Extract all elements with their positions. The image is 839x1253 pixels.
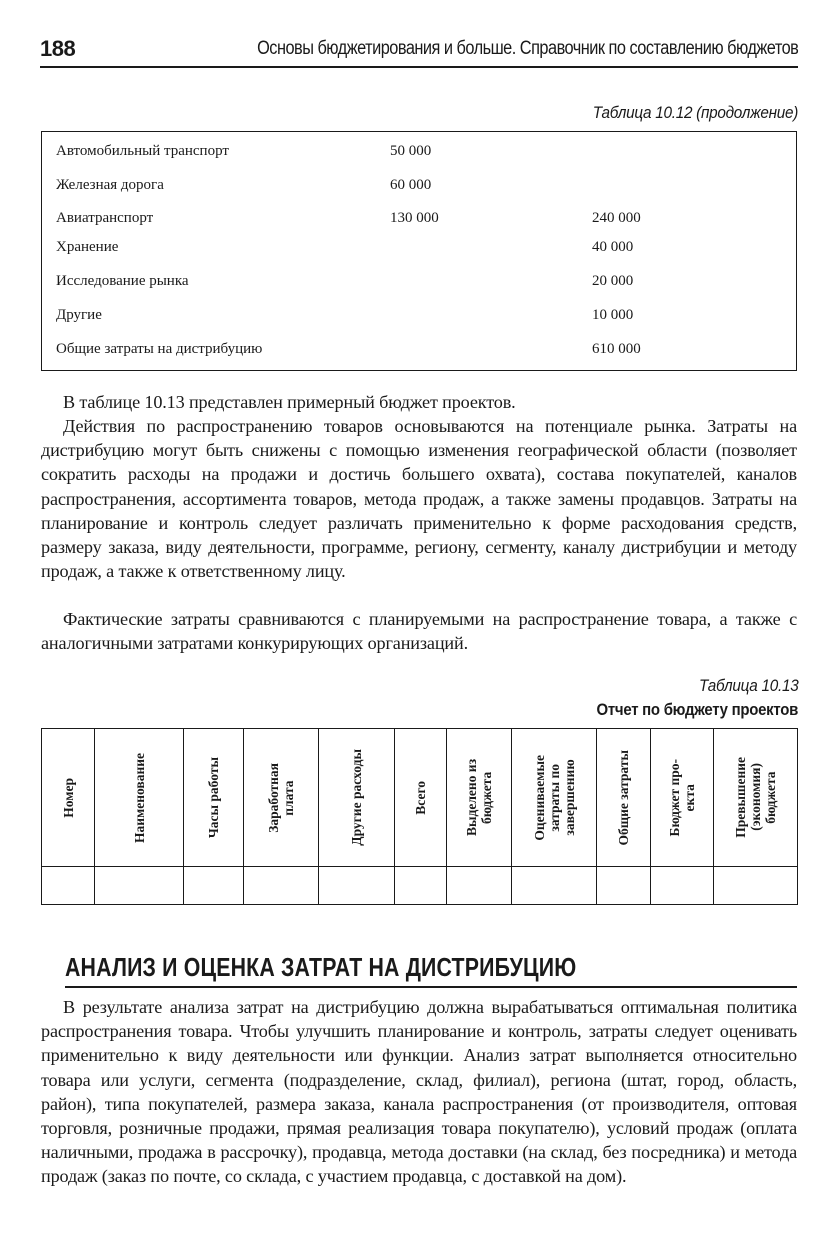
paragraph: В таблице 10.13 представлен примерный бюджет проектов.	[63, 392, 516, 412]
row-value: 50 000	[390, 143, 432, 159]
row-total: 240 000	[592, 210, 641, 226]
page-header	[40, 36, 798, 68]
column-header: Общие затраты	[597, 729, 651, 867]
page-number: 188	[40, 36, 76, 61]
column-header: Другие расходы	[319, 729, 395, 867]
paragraph: В результате анализа затрат на дистрибуцию должна вырабатываться оптимальная политика распространения товара. Чтобы улучшить планирование и контроль, затраты следует оценивать применительно к виду деятельности или функции. Анализ затрат выполняется относительно товара или услуги, сегмента (подразделение, склад, филиал), региона (штат, город, область, район), типа покупателей, размера заказа, канала распространения (от производителя, оптовая торговля, розничные продажи, прямая реализация товара покупателю), условий продаж (оплата наличными, продажа в рассрочку), продавца, метода доставки (на склад, без посредника) и метода продаж (заказ по почте, со склада, с участием продавца, с доставкой на дом).	[41, 997, 797, 1187]
table-cell	[244, 867, 319, 905]
column-header: Наименование	[95, 729, 184, 867]
distribution-cost-table	[41, 131, 797, 371]
row-label: Авиатранспорт	[56, 210, 154, 226]
section-heading-text: АНАЛИЗ И ОЦЕНКА ЗАТРАТ НА ДИСТРИБУЦИЮ	[65, 952, 577, 982]
row-label: Общие затраты на дистрибуцию	[56, 341, 263, 357]
table-cell	[319, 867, 395, 905]
column-header: Номер	[42, 729, 95, 867]
row-total: 610 000	[592, 341, 641, 357]
table-cell	[512, 867, 597, 905]
paragraph: Действия по распространению товаров основываются на потенциале рынка. Затраты на дистрибуцию могут быть снижены с помощью изменения географической области (позволяет сократить расходы на продажи и достичь большего охвата), состава покупателей, каналов распространения, ассортимента товаров, метода продаж, а также замены продавцов. Затраты на планирование и контроль следует различать применительно к форме расходования средств, размеру заказа, виду деятельности, программе, региону, сегменту, каналу дистрибуции и методу продаж, а также к ответственному лицу.	[41, 416, 797, 582]
row-total: 10 000	[592, 307, 634, 323]
table-cell	[395, 867, 447, 905]
table-cell	[447, 867, 512, 905]
table-10-13-title: Отчет по бюджету проектов	[596, 700, 798, 719]
row-label: Хранение	[56, 239, 119, 255]
column-header: Бюджет про- екта	[651, 729, 714, 867]
row-total: 40 000	[592, 239, 634, 255]
column-header: Заработная плата	[244, 729, 319, 867]
table-cell	[597, 867, 651, 905]
project-budget-table	[41, 728, 798, 905]
table-10-12-caption: Таблица 10.12 (продолжение)	[592, 103, 798, 122]
table-cell	[42, 867, 95, 905]
column-header: Часы работы	[184, 729, 244, 867]
column-header: Выделено из бюджета	[447, 729, 512, 867]
column-header: Превышение (экономия) бюджета	[714, 729, 798, 867]
table-cell	[95, 867, 184, 905]
row-label: Железная дорога	[56, 177, 164, 193]
row-label: Другие	[56, 307, 102, 323]
table-row	[42, 867, 798, 905]
table-header-row	[42, 729, 798, 867]
paragraph: Фактические затраты сравниваются с планируемыми на распространение товара, а также с аналогичными затратами конкурирующих организаций.	[41, 609, 797, 654]
row-value: 130 000	[390, 210, 439, 226]
table-10-13-caption: Таблица 10.13	[698, 676, 798, 695]
column-header: Оцениваемые затраты по завершению	[512, 729, 597, 867]
row-label: Автомобильный транспорт	[56, 143, 229, 159]
row-total: 20 000	[592, 273, 634, 289]
table-cell	[184, 867, 244, 905]
section-heading	[65, 952, 797, 988]
row-label: Исследование рынка	[56, 273, 189, 289]
table-cell	[714, 867, 798, 905]
running-title: Основы бюджетирования и больше. Справочник по составлению бюджетов	[256, 38, 798, 59]
table-cell	[651, 867, 714, 905]
row-value: 60 000	[390, 177, 432, 193]
column-header: Всего	[395, 729, 447, 867]
